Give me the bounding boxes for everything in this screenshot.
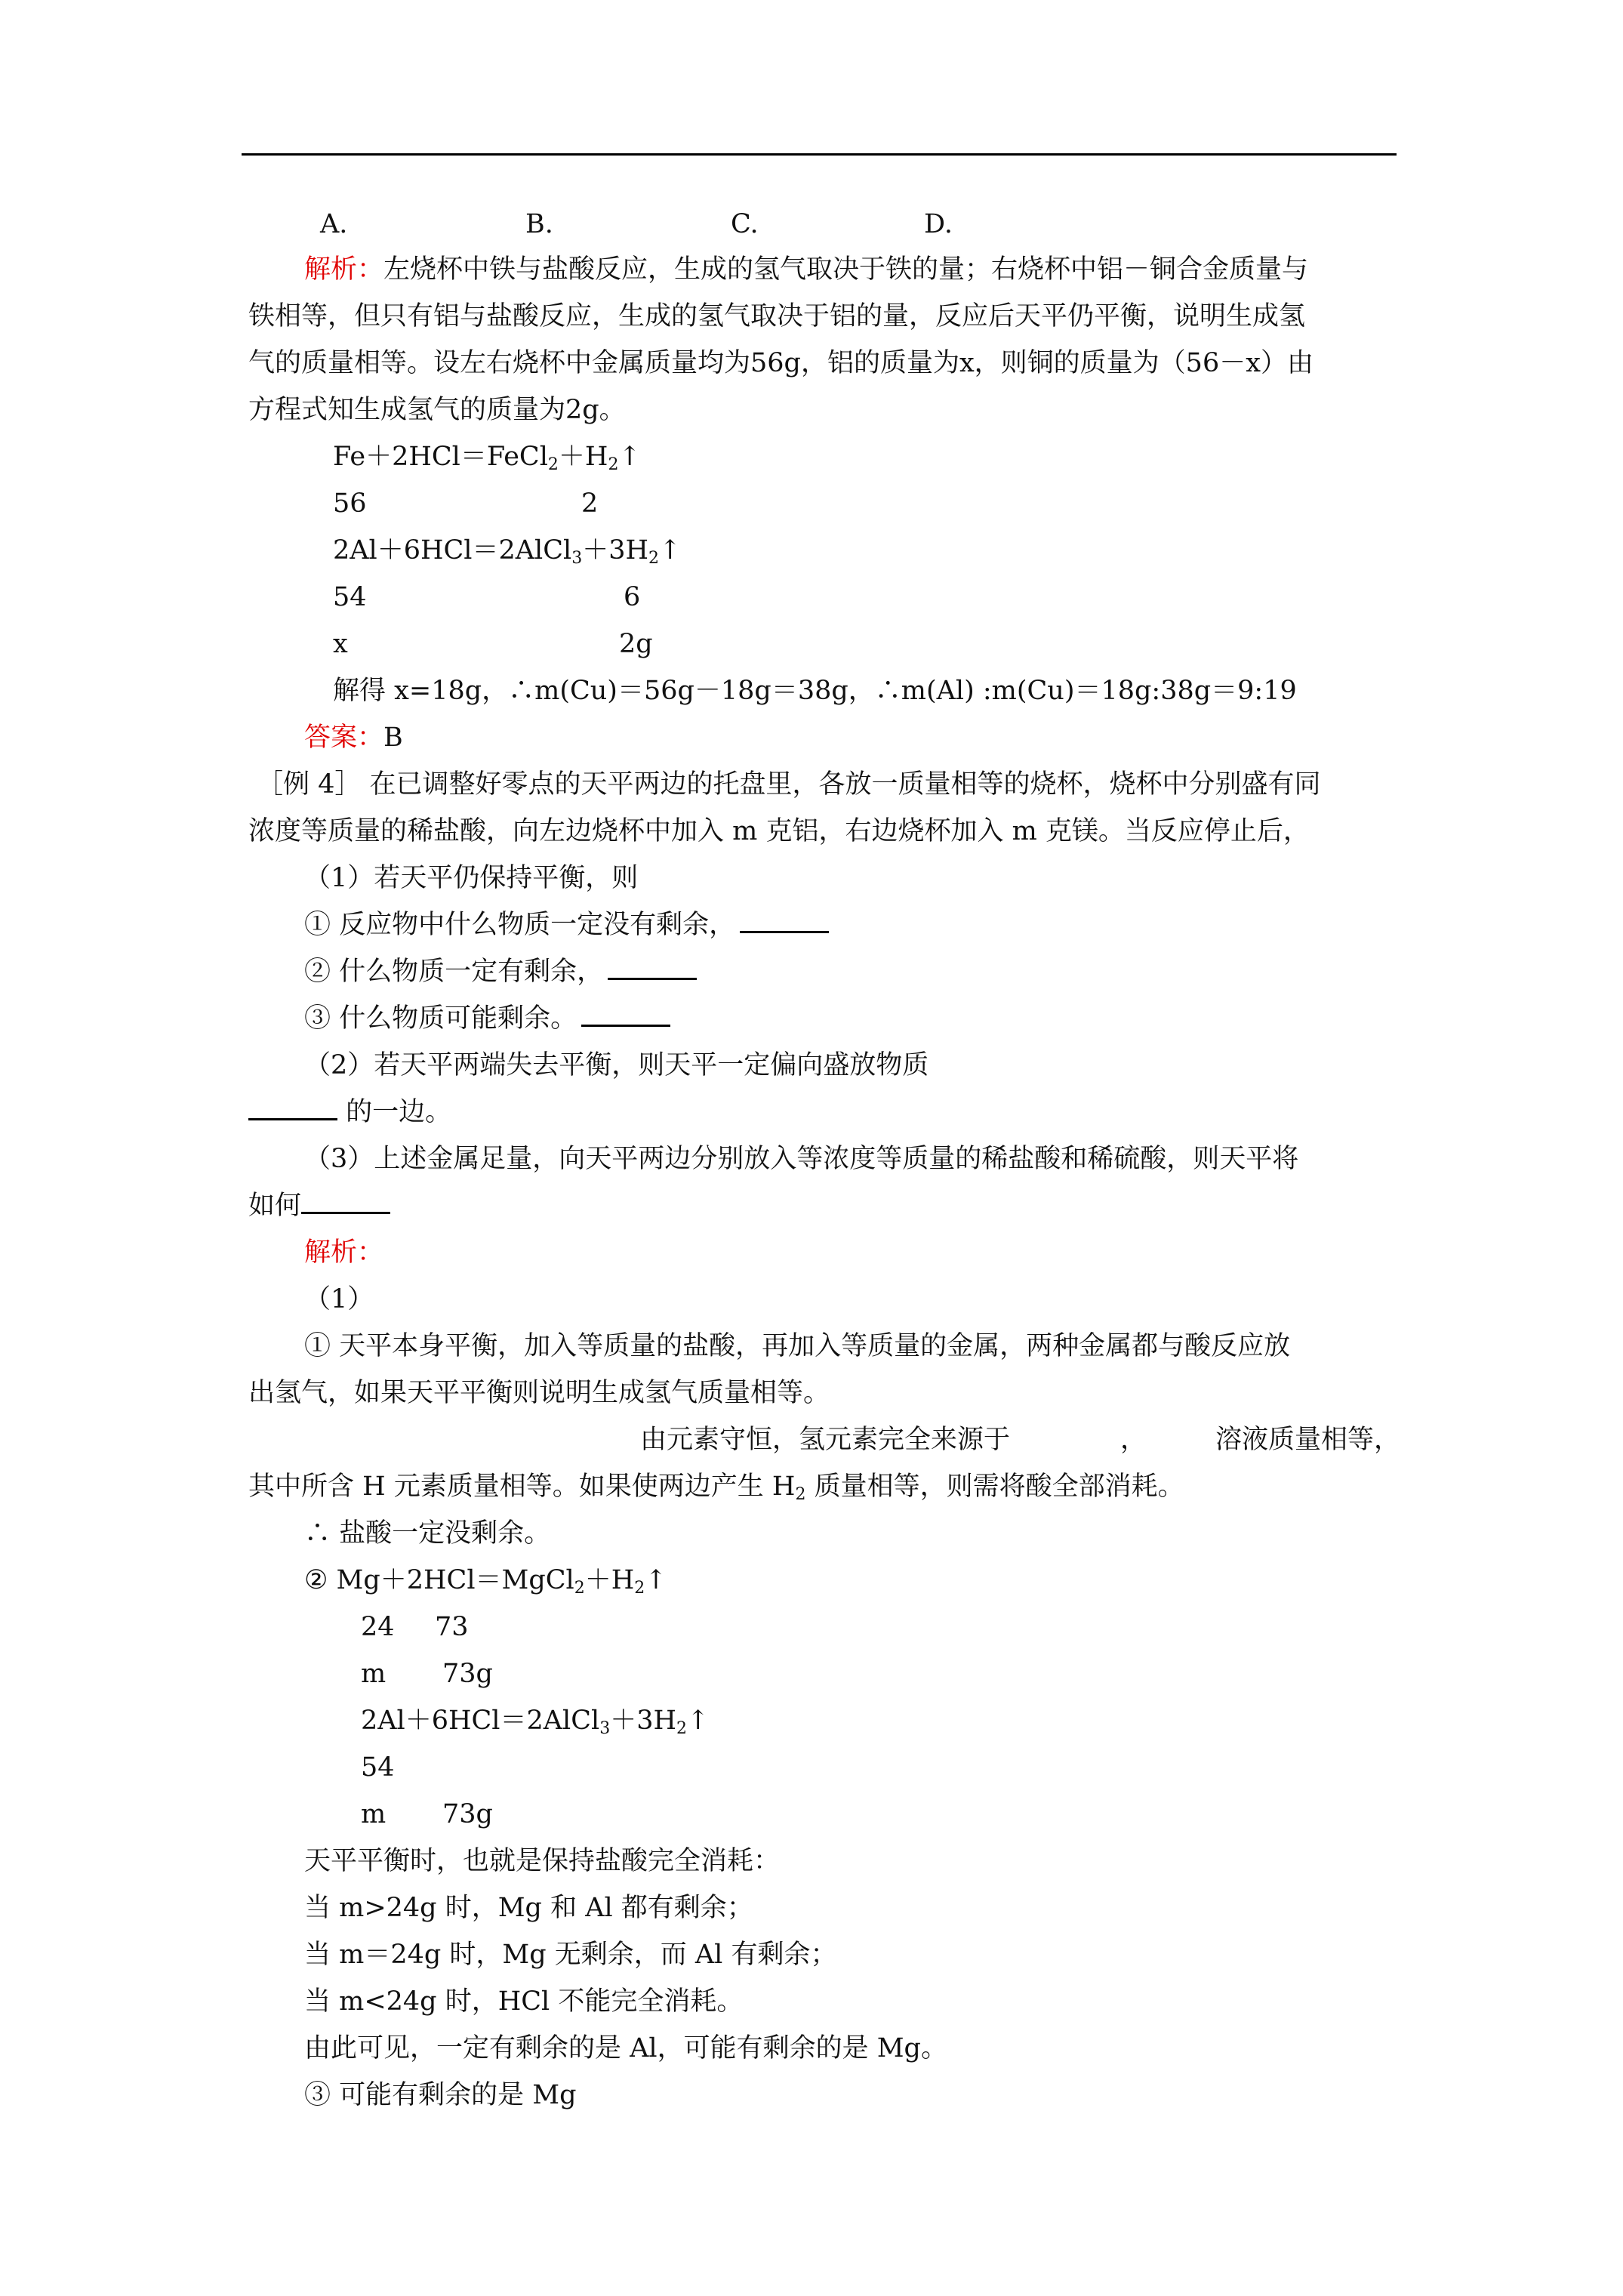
question-2: （2）若天平两端失去平衡，则天平一定偏向盛放物质 — [304, 1050, 929, 1080]
option-b: B. — [525, 209, 553, 239]
eq3-var-left: m — [361, 1659, 387, 1689]
question-3b: 如何 — [248, 1188, 390, 1223]
eq3-num-left: 24 — [361, 1612, 395, 1642]
example4-line2: 浓度等质量的稀盐酸，向左边烧杯中加入 m 克铝，右边烧杯加入 m 克镁。当反应停止后， — [248, 816, 1310, 846]
eq1-num-right: 2 — [581, 488, 599, 519]
answer-label: 答案： — [304, 723, 384, 753]
equation-al-hcl: $2Al+6HCl=2AlCl_3+3H_2↑$ — [333, 535, 682, 568]
equation-al-hcl-2: $2Al+6HCl=2AlCl_3+3H_2↑$ — [361, 1706, 710, 1738]
analysis2-part1: （1） — [304, 1284, 374, 1314]
eq4-var-right: 73g — [442, 1799, 493, 1829]
conclusion-line: 当 m>24g 时，Mg 和 Al 都有剩余； — [304, 1893, 753, 1923]
answer-blank — [301, 1189, 390, 1214]
solve-line: 解得 x=18g，∴m(Cu)＝56g－18g＝38g，∴m(Al) :m(Cu)＝18g:38g＝9:19 — [333, 676, 1297, 706]
question-2b: 的一边。 — [248, 1095, 451, 1130]
analysis2-line1: ① 天平本身平衡，加入等质量的盐酸，再加入等质量的金属，两种金属都与酸反应放 — [304, 1331, 1291, 1361]
answer-blank — [248, 1096, 337, 1120]
analysis2-line2: 出氢气，如果天平平衡则说明生成氢气质量相等。 — [248, 1378, 830, 1408]
answer-blank — [581, 1002, 670, 1027]
analysis2-line4: 其中所含 H 元素质量相等。如果使两边产生 $H_2$ 质量相等，则需将酸全部消耗。 — [248, 1472, 1184, 1504]
eq2-var-right: 2g — [619, 629, 653, 659]
conclusion-line: 由此可见，一定有剩余的是 Al，可能有剩余的是 Mg。 — [304, 2033, 947, 2063]
conclusion-line: 当 m<24g 时，HCl 不能完全消耗。 — [304, 1986, 744, 2017]
example4-line1: ［例 4］ 在已调整好零点的天平两边的托盘里，各放一质量相等的烧杯，烧杯中分别盛有同 — [257, 769, 1321, 800]
analysis2-label: 解析： — [304, 1237, 384, 1268]
answer-value: B — [383, 723, 403, 753]
analysis1-line2: 铁相等，但只有铝与盐酸反应，生成的氢气取决于铝的量，反应后天平仍平衡，说明生成氢 — [248, 301, 1306, 331]
analysis2-line5: ∴ 盐酸一定没剩余。 — [304, 1518, 551, 1549]
conclusion-line: 天平平衡时，也就是保持盐酸完全消耗： — [304, 1846, 781, 1876]
eq2-num-right: 6 — [624, 582, 641, 612]
question-1b: ② 什么物质一定有剩余， — [304, 954, 697, 989]
analysis2-line3a: 由元素守恒，氢元素完全来源于 — [640, 1425, 1011, 1455]
conclusion-line: 当 m＝24g 时，Mg 无剩余，而 Al 有剩余； — [304, 1940, 837, 1970]
eq2-num-left: 54 — [333, 582, 367, 612]
analysis1-line3: 气的质量相等。设左右烧杯中金属质量均为56g，铝的质量为x，则铜的质量为（56－x）由 — [248, 348, 1313, 378]
option-c: C. — [731, 209, 759, 239]
analysis1-line1: 解析：左烧杯中铁与盐酸反应，生成的氢气取决于铁的量；右烧杯中铝－铜合金质量与 — [304, 254, 1309, 285]
eq4-var-left: m — [361, 1799, 387, 1829]
eq2-var-left: x — [333, 629, 348, 659]
eq1-num-left: 56 — [333, 488, 367, 519]
analysis2-line3b: ， — [1120, 1425, 1147, 1455]
question-1a: ① 反应物中什么物质一定没有剩余， — [304, 908, 829, 942]
conclusion-line: ③ 可能有剩余的是 Mg — [304, 2080, 577, 2110]
answer-line — [304, 720, 403, 755]
answer-blank — [608, 955, 697, 980]
answer-blank — [740, 908, 829, 933]
eq3-var-right: 73g — [442, 1659, 493, 1689]
analysis1-label: 解析： — [304, 254, 384, 285]
option-d: D. — [924, 209, 953, 239]
analysis2-line3c: 溶液质量相等， — [1215, 1425, 1401, 1455]
equation-fe-hcl: $Fe+2HCl=FeCl_2+H_2↑$ — [333, 442, 641, 474]
header-rule — [242, 153, 1397, 156]
eq3-num-right: 73 — [435, 1612, 469, 1642]
question-1: （1）若天平仍保持平衡，则 — [304, 863, 639, 893]
equation-mg-hcl: ② $Mg+2HCl=MgCl_2+H_2↑$ — [304, 1565, 667, 1598]
eq4-num-left: 54 — [361, 1752, 395, 1783]
analysis1-line4: 方程式知生成氢气的质量为2g。 — [248, 395, 626, 425]
option-a: A. — [320, 209, 348, 239]
question-1c: ③ 什么物质可能剩余。 — [304, 1001, 670, 1036]
question-3: （3）上述金属足量，向天平两边分别放入等浓度等质量的稀盐酸和稀硫酸，则天平将 — [304, 1144, 1299, 1174]
